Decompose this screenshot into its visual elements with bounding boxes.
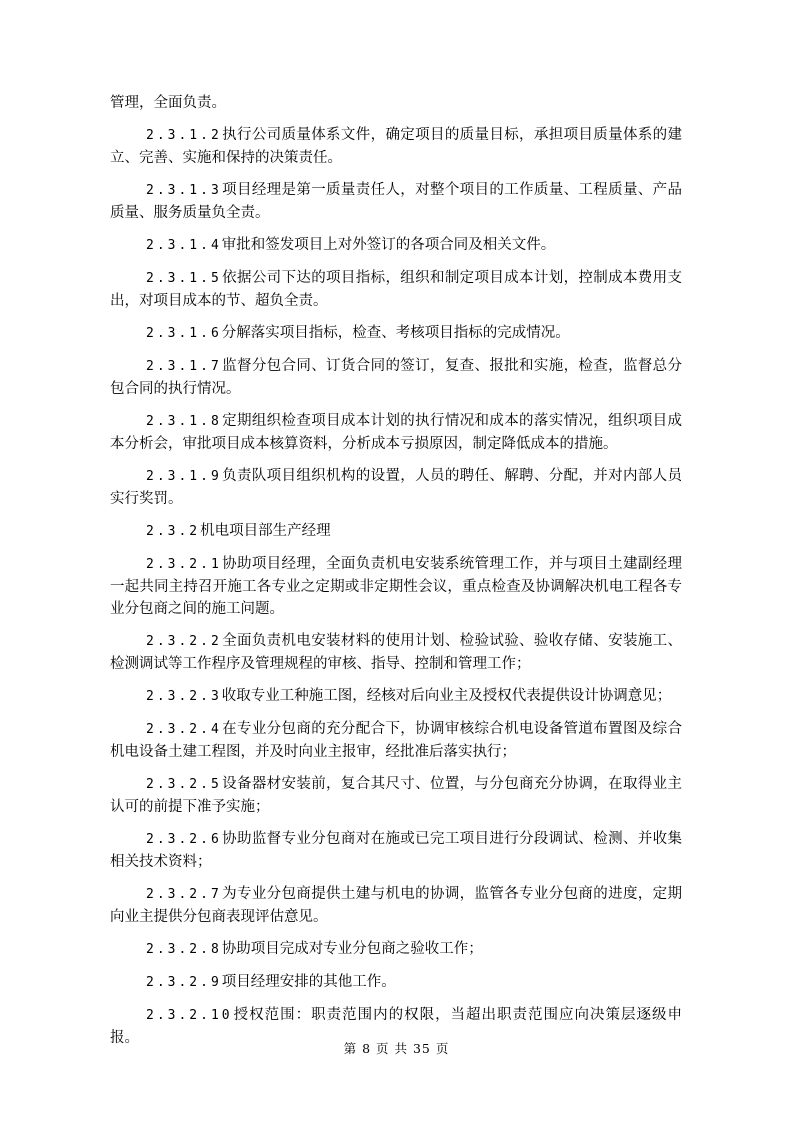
section-number: 2.3.1.4	[146, 238, 222, 253]
section-number: 2.3.1.6	[146, 326, 222, 341]
paragraph-text: 协助监督专业分包商对在施或已完工项目进行分段调试、检测、并收集相关技术资料；	[110, 831, 682, 870]
paragraph	[110, 322, 682, 345]
paragraph	[110, 938, 682, 961]
paragraph-text: 定期组织检查项目成本计划的执行情况和成本的落实情况，组织项目成本分析会，审批项目成本核算资料，分析成本亏损原因，制定降低成本的措施。	[110, 413, 682, 452]
section-number: 2.3.2.8	[146, 942, 222, 957]
paragraph	[110, 179, 682, 224]
paragraph-text: 项目经理是第一质量责任人，对整个项目的工作质量、工程质量、产品质量、服务质量负全责。	[110, 182, 682, 221]
paragraph-text: 分解落实项目指标，检查、考核项目指标的完成情况。	[221, 325, 570, 341]
section-number: 2.3.1.9	[146, 469, 222, 484]
paragraph	[110, 465, 682, 510]
section-number: 2.3.1.2	[146, 128, 222, 143]
paragraph-text: 依据公司下达的项目指标，组织和制定项目成本计划，控制成本费用支出，对项目成本的节、超负全责。	[110, 270, 682, 309]
paragraph-text: 收取专业工种施工图，经核对后向业主及授权代表提供设计协调意见；	[221, 688, 672, 704]
paragraph-text: 协助项目完成对专业分包商之验收工作；	[221, 941, 483, 957]
paragraph	[110, 553, 682, 620]
paragraph-text: 负责队项目组织机构的设置，人员的聘任、解聘、分配，并对内部人员实行奖罚。	[110, 468, 682, 507]
paragraph	[110, 971, 682, 994]
paragraph-text: 全面负责机电安装材料的使用计划、检验试验、验收存储、安装施工、检测调试等工作程序及管理规程的审核、指导、控制和管理工作；	[110, 633, 682, 672]
document-body	[110, 92, 682, 1059]
paragraph	[110, 92, 682, 114]
section-number: 2.3.2	[146, 524, 201, 539]
section-number: 2.3.2.3	[146, 689, 222, 704]
section-number: 2.3.1.7	[146, 359, 222, 374]
paragraph-text: 项目经理安排的其他工作。	[221, 974, 396, 990]
paragraph	[110, 267, 682, 312]
paragraph	[110, 883, 682, 928]
section-number: 2.3.1.5	[146, 271, 222, 286]
paragraph-text: 监督分包合同、订货合同的签订，复查、报批和实施，检查，监督总分包合同的执行情况。	[110, 358, 682, 397]
paragraph	[110, 630, 682, 675]
section-number: 2.3.2.9	[146, 975, 222, 990]
paragraph-text: 设备器材安装前，复合其尺寸、位置，与分包商充分协调，在取得业主认可的前提下准予实施；	[110, 776, 682, 815]
paragraph-text: 授权范围：职责范围内的权限，当超出职责范围应向决策层逐级申报。	[110, 1007, 682, 1046]
paragraph	[110, 355, 682, 400]
paragraph	[110, 718, 682, 763]
paragraph	[110, 234, 682, 257]
section-number: 2.3.2.4	[146, 722, 222, 737]
section-number: 2.3.2.6	[146, 832, 222, 847]
section-number: 2.3.2.10	[146, 1008, 233, 1023]
section-number: 2.3.2.7	[146, 887, 222, 902]
page-footer: 第 8 页 共 35 页	[343, 1041, 450, 1056]
paragraph-text: 为专业分包商提供土建与机电的协调，监管各专业分包商的进度，定期向业主提供分包商表现评估意见。	[110, 886, 682, 925]
paragraph-text: 执行公司质量体系文件，确定项目的质量目标，承担项目质量体系的建立、完善、实施和保持的决策责任。	[110, 127, 682, 166]
section-number: 2.3.1.3	[146, 183, 222, 198]
paragraph-text: 机电项目部生产经理	[200, 523, 331, 539]
paragraph	[110, 828, 682, 873]
paragraph	[110, 773, 682, 818]
paragraph-text: 审批和签发项目上对外签订的各项合同及相关文件。	[221, 237, 556, 253]
paragraph	[110, 410, 682, 455]
section-number: 2.3.2.1	[146, 557, 222, 572]
section-number: 2.3.2.2	[146, 634, 222, 649]
section-number: 2.3.1.8	[146, 414, 222, 429]
paragraph-text: 协助项目经理，全面负责机电安装系统管理工作，并与项目土建副经理一起共同主持召开施工各专业之定期或非定期性会议，重点检查及协调解决机电工程各专业分包商之间的施工问题。	[110, 556, 682, 617]
paragraph	[110, 124, 682, 169]
paragraph	[110, 520, 682, 543]
section-number: 2.3.2.5	[146, 777, 222, 792]
paragraph	[110, 685, 682, 708]
paragraph-text: 管理，全面负责。	[110, 95, 226, 111]
paragraph-text: 在专业分包商的充分配合下，协调审核综合机电设备管道布置图及综合机电设备土建工程图，并及时向业主报审，经批准后落实执行；	[110, 721, 682, 760]
